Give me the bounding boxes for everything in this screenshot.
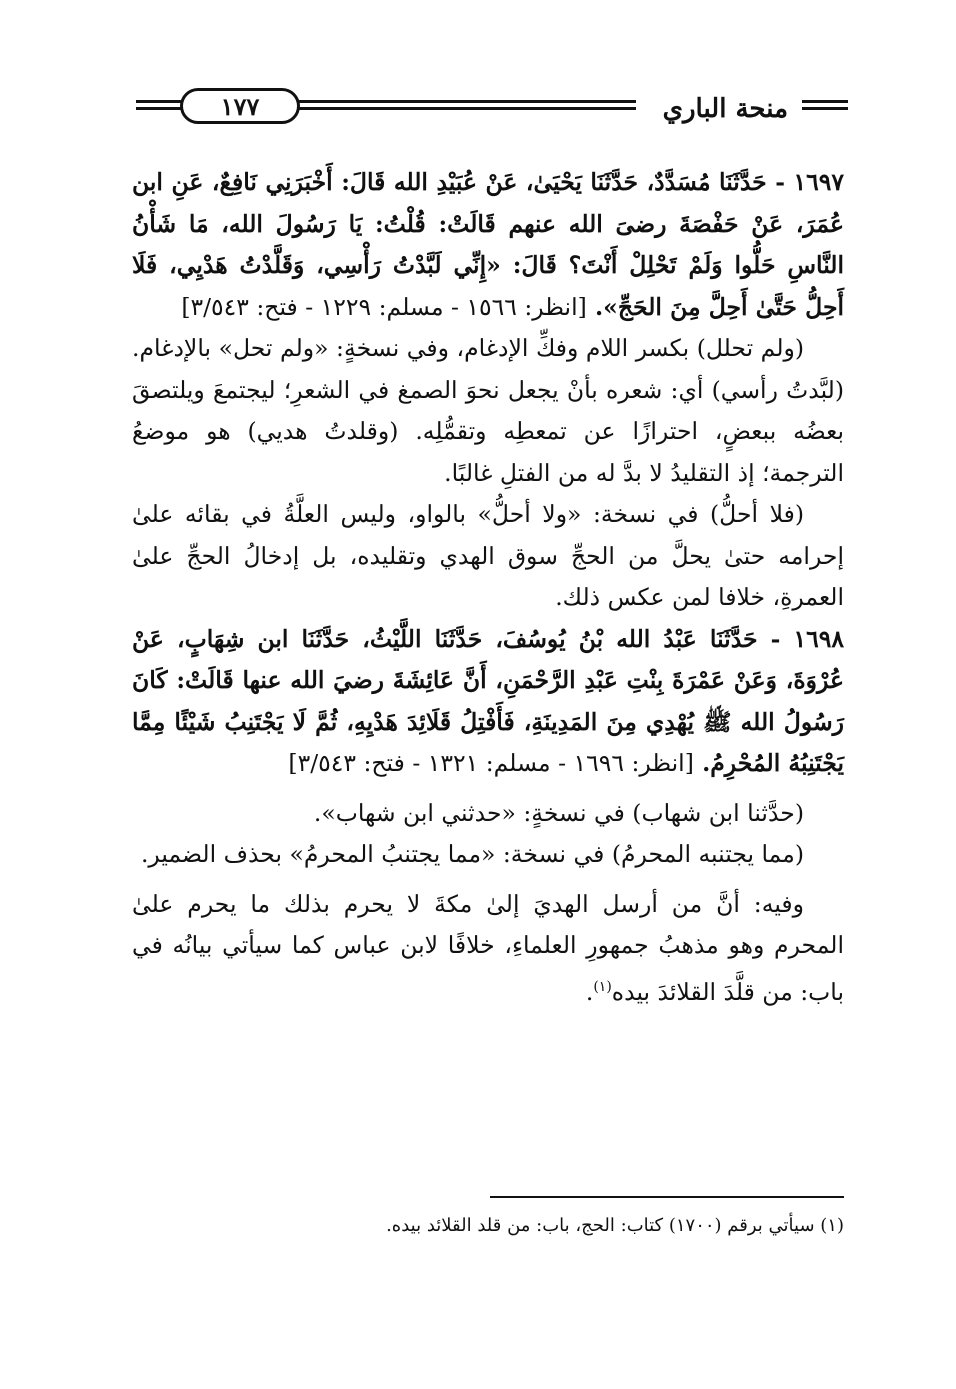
commentary-text: (فلا أحلُّ) في نسخة: «ولا أحلُّ» بالواو، وليس العلَّةُ في بقائه علىٰ إحرامه حتىٰ يحلَّ من الحجِّ سوق الهدي وتقليده، بل إدخالُ الحجِّ علىٰ العمرةِ، خلافا لمن عكس ذلك. — [132, 500, 844, 611]
commentary-paragraph — [132, 328, 844, 494]
commentary-paragraph — [132, 494, 844, 619]
page-header — [136, 86, 848, 136]
hadith-reference: [انظر: ١٦٩٦ - مسلم: ١٣٢١ - فتح: ٣/٥٤٣] — [288, 749, 694, 777]
hadith-text: ١٦٩٧ - حَدَّثَنَا مُسَدَّدٌ، حَدَّثَنَا يَحْيَىٰ، عَنْ عُبَيْدِ الله قَالَ: أَخْبَرَنِي نَافِعٌ، عَنِ ابن عُمَرَ، عَنْ حَفْصَةَ رضىَ الله عنهم قَالَتْ: قُلْتُ: يَا رَسُولَ الله، مَا شَأْنُ النَّاسِ حَلُّوا وَلَمْ تَحْلِلْ أَنْتَ؟ قَالَ: «إِنِّي لَبَّدْتُ رَأْسِي، وَقَلَّدْتُ هَدْيِي، فَلَا أَحِلُّ حَتَّىٰ أَحِلَّ مِنَ الحَجِّ». — [132, 168, 844, 321]
footnote: (١) سيأتي برقم (١٧٠٠) كتاب: الحج، باب: من قلد القلائد بيده. — [386, 1215, 844, 1236]
commentary-text: (مما يجتنبه المحرمُ) في نسخة: «مما يجتنبُ المحرمُ» بحذف الضمير. — [140, 840, 804, 868]
commentary-paragraph: وفيه: أنَّ من أرسل الهديَ إلىٰ مكةَ لا يحرم بذلك ما يحرم علىٰ المحرم وهو مذهبُ جمهورِ العلماءِ، خلافًا لابن عباس كما سيأتي بيانُه في باب: من قلَّدَ القلائدَ بيده$^{(١)}$. — [132, 889, 844, 1006]
footnote-marker[interactable]: (١) — [593, 978, 612, 995]
hadith-1697 — [132, 162, 844, 328]
commentary-paragraph — [132, 793, 844, 835]
commentary-text: وفيه: أنَّ من أرسل الهديَ إلىٰ مكةَ لا يحرم بذلك ما يحرم علىٰ المحرم وهو مذهبُ جمهورِ العلماءِ، خلافًا لابن عباس كما سيأتي بيانُه في باب: من قلَّدَ القلائدَ بيده — [132, 889, 844, 1006]
commentary-paragraph — [132, 834, 844, 876]
hadith-1698 — [132, 619, 844, 785]
hadith-reference: [انظر: ١٥٦٦ - مسلم: ١٢٢٩ - فتح: ٣/٥٤٣] — [181, 292, 587, 321]
header-rule-right — [802, 100, 848, 114]
commentary-text: (ولم تحلل) بكسر اللام وفكِّ الإدغام، وفي نسخةٍ: «ولم تحل» بالإدغام. (لبَّدتُ رأسي) أي: شعره بأنْ يجعل نحوَ الصمغ في الشعرِ؛ ليجتمعَ ويلتصقَ بعضُه ببعضٍ، احترازًا عن تمعطِه وتقمُّلِه. (وقلدتُ هديي) هو موضعُ الترجمة؛ إذ التقليدُ لا بدَّ له من الفتلِ غالبًا. — [132, 334, 844, 487]
book-title: منحة الباري — [662, 94, 788, 124]
hadith-text: ١٦٩٨ - حَدَّثَنَا عَبْدُ الله بْنُ يُوسُفَ، حَدَّثَنَا اللَّيْثُ، حَدَّثَنَا ابن شِهَابٍ، عَنْ عُرْوَةَ، وَعَنْ عَمْرَةَ بِنْتِ عَبْدِ الرَّحْمَنِ، أَنَّ عَائِشَةَ رضيَ الله عنها قَالَتْ: كَانَ رَسُولُ الله ﷺ يُهْدِي مِنَ المَدِينَةِ، فَأَفْتِلُ قَلَائِدَ هَدْيِهِ، ثُمَّ لَا يَجْتَنِبُ شَيْئًا مِمَّا يَجْتَنِبُهُ المُحْرِمُ. — [132, 624, 844, 777]
page-number: ١٧٧ — [180, 88, 300, 124]
commentary-text: (حدَّثنا ابن شهاب) في نسخةٍ: «حدثني ابن شهاب». — [313, 798, 804, 827]
footnote-separator — [490, 1196, 844, 1198]
main-text — [132, 162, 844, 1013]
